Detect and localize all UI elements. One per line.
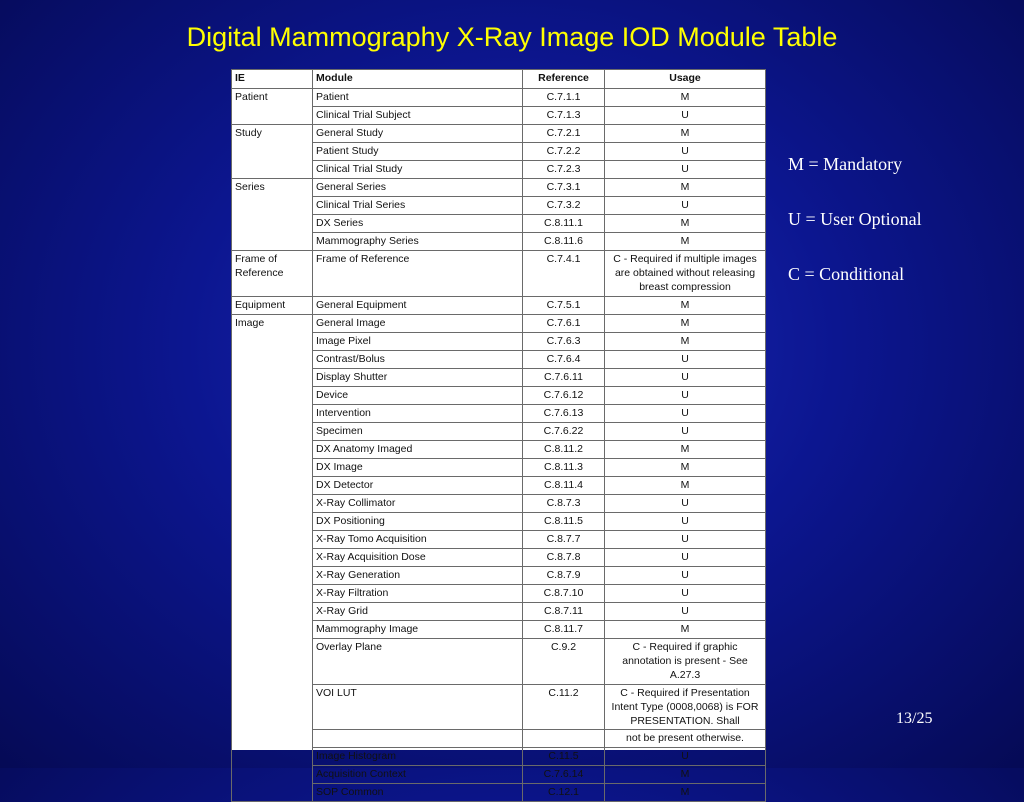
table-cell-module: Overlay Plane <box>313 639 523 685</box>
table-cell-module: SOP Common <box>313 784 523 802</box>
table-cell-ie <box>232 459 313 477</box>
table-cell-usage: M <box>605 784 766 802</box>
table-cell-usage: U <box>605 549 766 567</box>
table-row <box>232 459 766 477</box>
table-cell-reference: C.7.2.3 <box>523 161 605 179</box>
table-cell-usage: M <box>605 125 766 143</box>
table-cell-reference: C.8.11.3 <box>523 459 605 477</box>
table-row <box>232 495 766 513</box>
table-cell-module: DX Detector <box>313 477 523 495</box>
table-cell-ie <box>232 333 313 351</box>
table-cell-module: X-Ray Generation <box>313 567 523 585</box>
table-cell-ie <box>232 143 313 161</box>
table-cell-reference: C.7.1.3 <box>523 107 605 125</box>
table-cell-ie <box>232 784 313 802</box>
table-cell-usage: M <box>605 215 766 233</box>
table-cell-reference: C.8.7.9 <box>523 567 605 585</box>
table-cell-usage: M <box>605 233 766 251</box>
table-cell-reference: C.7.3.1 <box>523 179 605 197</box>
table-cell-usage: M <box>605 621 766 639</box>
table-cell-module: General Image <box>313 315 523 333</box>
table-row <box>232 161 766 179</box>
header-reference: Reference <box>523 70 605 89</box>
table-cell-usage: M <box>605 459 766 477</box>
table-row <box>232 143 766 161</box>
table-cell-usage: U <box>605 161 766 179</box>
table-cell-module: General Study <box>313 125 523 143</box>
table-cell-ie: Equipment <box>232 297 313 315</box>
table-cell-module <box>313 730 523 748</box>
table-row <box>232 107 766 125</box>
table-cell-ie <box>232 585 313 603</box>
table-cell-module: X-Ray Grid <box>313 603 523 621</box>
table-cell-usage: M <box>605 89 766 107</box>
table-cell-reference: C.8.11.7 <box>523 621 605 639</box>
legend-conditional: C = Conditional <box>788 264 905 284</box>
table-cell-usage: C - Required if Presentation Intent Type (0008,0068) is FOR PRESENTATION. Shall <box>605 685 766 730</box>
table-row <box>232 748 766 766</box>
table-cell-module: DX Anatomy Imaged <box>313 441 523 459</box>
table-cell-module: Patient Study <box>313 143 523 161</box>
table-cell-reference: C.7.5.1 <box>523 297 605 315</box>
legend-mandatory: M = Mandatory <box>788 154 903 174</box>
table-cell-module: Contrast/Bolus <box>313 351 523 369</box>
table-row <box>232 197 766 215</box>
table-cell-reference: C.8.7.7 <box>523 531 605 549</box>
table-row <box>232 423 766 441</box>
table-cell-ie <box>232 639 313 685</box>
table-cell-reference: C.7.2.1 <box>523 125 605 143</box>
table-cell-reference: C.8.11.2 <box>523 441 605 459</box>
table-row <box>232 513 766 531</box>
table-cell-reference: C.8.11.5 <box>523 513 605 531</box>
table-cell-ie <box>232 161 313 179</box>
table-row <box>232 549 766 567</box>
table-cell-usage: U <box>605 585 766 603</box>
table-row <box>232 603 766 621</box>
header-module: Module <box>313 70 523 89</box>
table-row <box>232 233 766 251</box>
table-cell-module: DX Positioning <box>313 513 523 531</box>
table-cell-module: DX Image <box>313 459 523 477</box>
table-row <box>232 685 766 730</box>
table-cell-reference: C.7.6.22 <box>523 423 605 441</box>
slide-title: Digital Mammography X-Ray Image IOD Module Table <box>186 22 838 52</box>
table-cell-usage: M <box>605 297 766 315</box>
table-row <box>232 639 766 685</box>
table-row <box>232 369 766 387</box>
table-cell-ie: Series <box>232 179 313 197</box>
header-ie: IE <box>232 70 313 89</box>
table-row <box>232 351 766 369</box>
table-cell-ie <box>232 197 313 215</box>
table-cell-ie <box>232 531 313 549</box>
table-cell-ie <box>232 477 313 495</box>
table-cell-reference: C.7.6.14 <box>523 766 605 784</box>
table-cell-usage: M <box>605 766 766 784</box>
table-row <box>232 531 766 549</box>
table-cell-ie <box>232 369 313 387</box>
table-cell-usage: M <box>605 315 766 333</box>
table-cell-module: Clinical Trial Series <box>313 197 523 215</box>
table-cell-reference <box>523 730 605 748</box>
table-row <box>232 251 766 297</box>
table-cell-ie <box>232 730 313 748</box>
table-cell-ie <box>232 495 313 513</box>
table-cell-ie <box>232 441 313 459</box>
table-row <box>232 215 766 233</box>
table-cell-reference: C.7.3.2 <box>523 197 605 215</box>
table-row <box>232 125 766 143</box>
table-header-row <box>232 70 766 89</box>
table-row <box>232 441 766 459</box>
table-cell-usage: M <box>605 441 766 459</box>
table-cell-module: X-Ray Filtration <box>313 585 523 603</box>
table-cell-reference: C.7.6.11 <box>523 369 605 387</box>
table-cell-usage: C - Required if graphic annotation is present - See A.27.3 <box>605 639 766 685</box>
table-cell-reference: C.7.1.1 <box>523 89 605 107</box>
table-row <box>232 297 766 315</box>
table-cell-ie <box>232 513 313 531</box>
table-cell-module: Image Pixel <box>313 333 523 351</box>
table-cell-module: Device <box>313 387 523 405</box>
table-row <box>232 621 766 639</box>
table-cell-reference: C.7.2.2 <box>523 143 605 161</box>
table-cell-usage: U <box>605 603 766 621</box>
table-cell-reference: C.7.6.12 <box>523 387 605 405</box>
header-usage: Usage <box>605 70 766 89</box>
table-cell-usage: not be present otherwise. <box>605 730 766 748</box>
table-row <box>232 585 766 603</box>
table-cell-module: Clinical Trial Study <box>313 161 523 179</box>
table-cell-reference: C.8.7.11 <box>523 603 605 621</box>
table-cell-module: General Equipment <box>313 297 523 315</box>
table-row <box>232 333 766 351</box>
table-cell-ie <box>232 685 313 730</box>
table-cell-ie <box>232 766 313 784</box>
table-cell-reference: C.8.7.3 <box>523 495 605 513</box>
table-cell-usage: U <box>605 107 766 125</box>
table-row <box>232 567 766 585</box>
table-cell-usage: U <box>605 567 766 585</box>
table-cell-module: Specimen <box>313 423 523 441</box>
table-cell-module: Clinical Trial Subject <box>313 107 523 125</box>
table-cell-reference: C.8.11.6 <box>523 233 605 251</box>
table-cell-reference: C.8.11.4 <box>523 477 605 495</box>
table-cell-module: X-Ray Tomo Acquisition <box>313 531 523 549</box>
legend-user-optional: U = User Optional <box>788 209 922 229</box>
table-cell-reference: C.8.11.1 <box>523 215 605 233</box>
table-cell-module: Image Histogram <box>313 748 523 766</box>
table-cell-module: Mammography Image <box>313 621 523 639</box>
table-cell-usage: U <box>605 423 766 441</box>
table-row <box>232 387 766 405</box>
table-cell-module: X-Ray Collimator <box>313 495 523 513</box>
table-cell-ie <box>232 621 313 639</box>
table-cell-usage: C - Required if multiple images are obtained without releasing breast compression <box>605 251 766 297</box>
table-cell-module: Acquisition Context <box>313 766 523 784</box>
table-row <box>232 730 766 748</box>
table-cell-module: X-Ray Acquisition Dose <box>313 549 523 567</box>
table-cell-ie <box>232 215 313 233</box>
table-cell-module: DX Series <box>313 215 523 233</box>
table-cell-ie: Patient <box>232 89 313 107</box>
table-cell-usage: U <box>605 197 766 215</box>
table-cell-usage: U <box>605 748 766 766</box>
table-body <box>232 89 766 802</box>
table-cell-ie: Study <box>232 125 313 143</box>
table-cell-usage: U <box>605 387 766 405</box>
table-cell-usage: U <box>605 143 766 161</box>
table-cell-reference: C.7.6.13 <box>523 405 605 423</box>
table-row <box>232 315 766 333</box>
table-cell-module: General Series <box>313 179 523 197</box>
table-cell-reference: C.7.4.1 <box>523 251 605 297</box>
table-cell-ie: Frame of Reference <box>232 251 313 297</box>
table-row <box>232 766 766 784</box>
table-cell-usage: U <box>605 351 766 369</box>
table-cell-module: Intervention <box>313 405 523 423</box>
table-cell-module: Patient <box>313 89 523 107</box>
table-cell-reference: C.8.7.10 <box>523 585 605 603</box>
table-cell-reference: C.7.6.1 <box>523 315 605 333</box>
table-cell-module: VOI LUT <box>313 685 523 730</box>
table-cell-ie <box>232 603 313 621</box>
table-cell-reference: C.11.5 <box>523 748 605 766</box>
table-cell-ie <box>232 748 313 766</box>
page-number: 13/25 <box>896 710 933 727</box>
table-row <box>232 784 766 802</box>
table-cell-reference: C.7.6.3 <box>523 333 605 351</box>
table-cell-ie <box>232 567 313 585</box>
table-cell-reference: C.12.1 <box>523 784 605 802</box>
table-cell-ie <box>232 423 313 441</box>
table-cell-ie <box>232 233 313 251</box>
table-cell-usage: M <box>605 179 766 197</box>
table-cell-usage: U <box>605 495 766 513</box>
table-cell-reference: C.11.2 <box>523 685 605 730</box>
table-cell-usage: U <box>605 513 766 531</box>
table-row <box>232 89 766 107</box>
module-table-container <box>231 69 765 798</box>
table-cell-usage: U <box>605 531 766 549</box>
table-cell-module: Frame of Reference <box>313 251 523 297</box>
table-cell-ie <box>232 405 313 423</box>
table-cell-usage: U <box>605 405 766 423</box>
table-cell-usage: U <box>605 369 766 387</box>
table-cell-reference: C.8.7.8 <box>523 549 605 567</box>
table-cell-ie <box>232 549 313 567</box>
table-cell-ie <box>232 387 313 405</box>
table-cell-reference: C.9.2 <box>523 639 605 685</box>
table-cell-usage: M <box>605 477 766 495</box>
table-row <box>232 405 766 423</box>
table-cell-ie <box>232 351 313 369</box>
module-table <box>231 69 766 802</box>
table-cell-module: Display Shutter <box>313 369 523 387</box>
table-row <box>232 477 766 495</box>
table-cell-ie: Image <box>232 315 313 333</box>
table-cell-reference: C.7.6.4 <box>523 351 605 369</box>
table-cell-ie <box>232 107 313 125</box>
table-cell-module: Mammography Series <box>313 233 523 251</box>
table-cell-usage: M <box>605 333 766 351</box>
table-row <box>232 179 766 197</box>
